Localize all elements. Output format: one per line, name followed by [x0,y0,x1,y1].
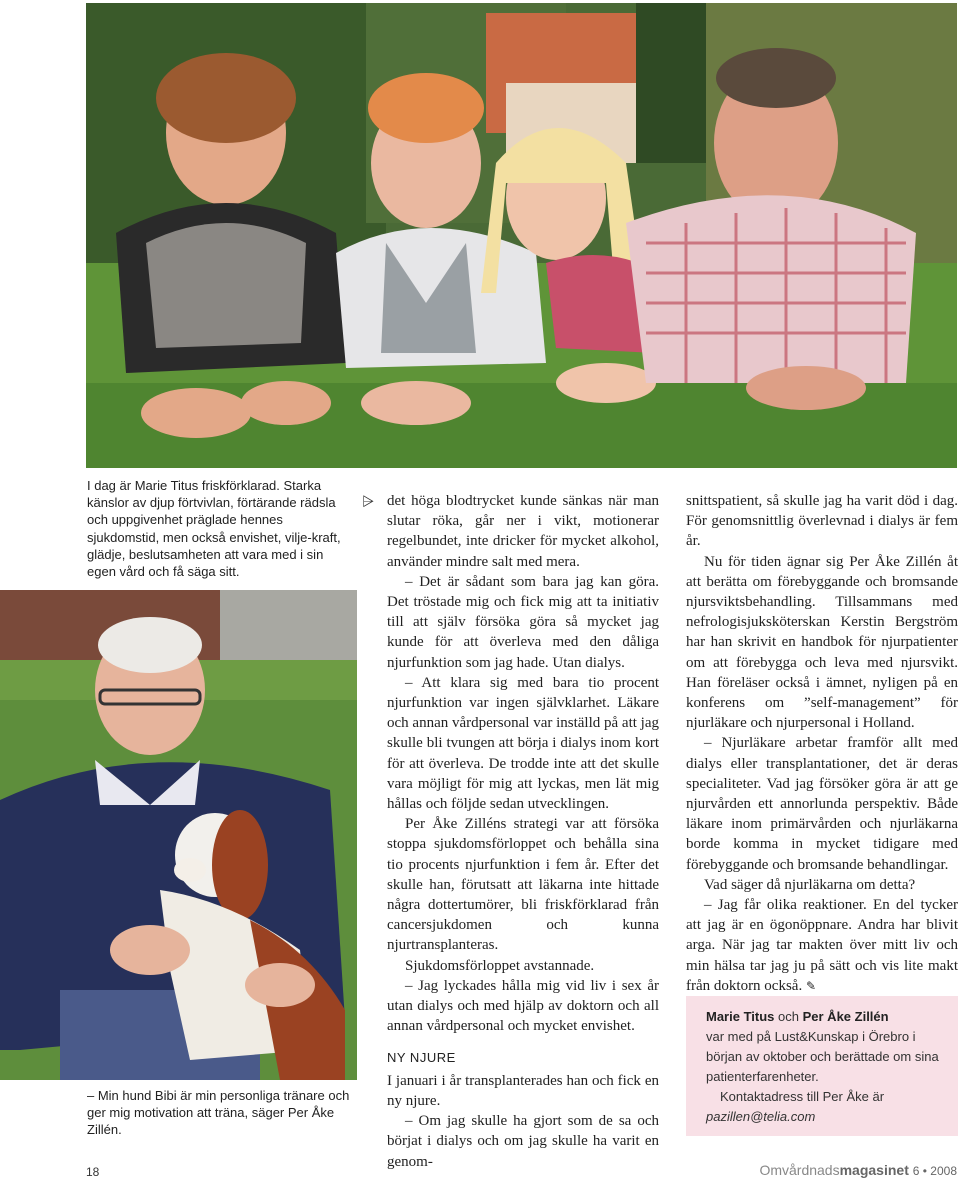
page-number: 18 [86,1165,100,1179]
paragraph-text: – Jag får olika reaktioner. En del tycker att jag är en ögonöppnare. Andra har blivit arga. När jag tar makten över mitt liv och min hälsa tar jag ju på sätt och vis lite makt från doktorn också. [686,897,958,994]
info-box-contact: Kontaktadress till Per Åke är [720,1089,885,1104]
info-name-marie: Marie Titus [706,1009,775,1024]
info-box-email: pazillen@telia.com [706,1109,816,1124]
issue-number: 6 • 2008 [912,1164,957,1178]
paragraph: Per Åke Zilléns strategi var att försöka stoppa sjukdomsförloppet och behålla sina tio procents njurfunktion i fem år. Efter det skulle han, förutsatt att läkarna inte hittade några dottertumörer, bli friskförklarad från cancersjukdomen och kunna njurtransplanteras. [387,816,659,954]
info-name-per-ake: Per Åke Zillén [802,1009,889,1024]
paragraph: det höga blodtrycket kunde sänkas när man slutar röka, går ner i vikt, motionerar regelbundet, inte dricker för mycket alkohol, använder mindre salt med mera. [387,493,659,570]
paragraph [686,895,958,996]
paragraph: – Njurläkare arbetar framför allt med dialys eller transplantationer, det är deras specialiteter. Vad jag försöker göra är att ge njurvården ett annorlunda perspektiv. Både läkare inom primärvården och njurläkarna borde komma in mycket tidigare med förebyggande och bromsande behandlingar. [686,735,958,873]
paragraph: Nu för tiden ägnar sig Per Åke Zillén åt att berätta om förebyggande och bromsande njursviktsbehandling. Tillsammans med nefrologisjuksköterskan Kerstin Bergström har han skrivit en handbok för njurpatienter om att förebygga och leva med njursvikt. Han föreläser också i ämnet, nyligen på en konferens om ”self-management” för njurläkare och njurpersonal i Holland. [686,553,958,732]
info-box [686,996,958,1136]
masthead-suffix: magasinet [839,1162,909,1178]
masthead-prefix: Omvårdnads [759,1162,840,1178]
family-photo [86,3,957,468]
article-column-middle [387,491,659,1172]
top-photo-caption: I dag är Marie Titus friskförklarad. Starka känslor av djup förtvivlan, förtärande rädsla och uppgivenhet präglade hennes sjukdomstid, men också envishet, vilje-kraft, glädje, beslutsamheten att vara med i sin egen vård och få säga sitt. [87,478,341,580]
info-box-text: var med på Lust&Kunskap i Örebro i början av oktober och berättade om sina patienterfarenheter. [706,1029,939,1084]
paragraph: – Jag lyckades hålla mig vid liv i sex år utan dialys och med hjälp av doktorn och all annan vårdpersonal och mycket envishet. [387,977,659,1035]
subheading: NY NJURE [387,1050,456,1066]
dog-photo-caption: – Min hund Bibi är min personliga tränare och ger mig motivation att träna, säger Per Åke Zillén. [87,1088,350,1138]
article-column-right [686,491,958,996]
continuation-arrow-icon: ⩥ [362,492,375,510]
dog-photo [0,590,357,1080]
paragraph: I januari i år transplanterades han och fick en ny njure. [387,1072,659,1109]
info-box-names [706,1007,940,1027]
paragraph: snittspatient, så skulle jag ha varit död i dag. För genomsnittlig överlevnad i dialys är fem år. [686,493,958,550]
paragraph: – Om jag skulle ha gjort som de sa och börjat i dialys och om jag skulle ha varit en genom- [387,1113,659,1170]
paragraph: Vad säger då njurläkarna om detta? [704,876,916,893]
end-mark-icon: ✎ [805,978,817,993]
paragraph: Sjukdomsförloppet avstannade. [405,957,595,974]
paragraph: – Det är sådant som bara jag kan göra. Det tröstade mig och fick mig att ta initiativ till att själv försöka göra så mycket jag kunde för att överleva med den dåliga njurfunktion som jag hade. Utan dialys. [387,573,659,671]
magazine-masthead [759,1162,957,1178]
paragraph: – Att klara sig med bara tio procent njurfunktion var ingen självklarhet. Läkare och annan vårdpersonal var inställd på att jag skulle bli tvungen att börja i dialys inom kort för att överleva. De trodde inte att det skulle vara möjligt för mig att lyckas, men lät mig hållas och följde sedan utvecklingen. [387,674,659,813]
info-och: och [778,1009,799,1024]
